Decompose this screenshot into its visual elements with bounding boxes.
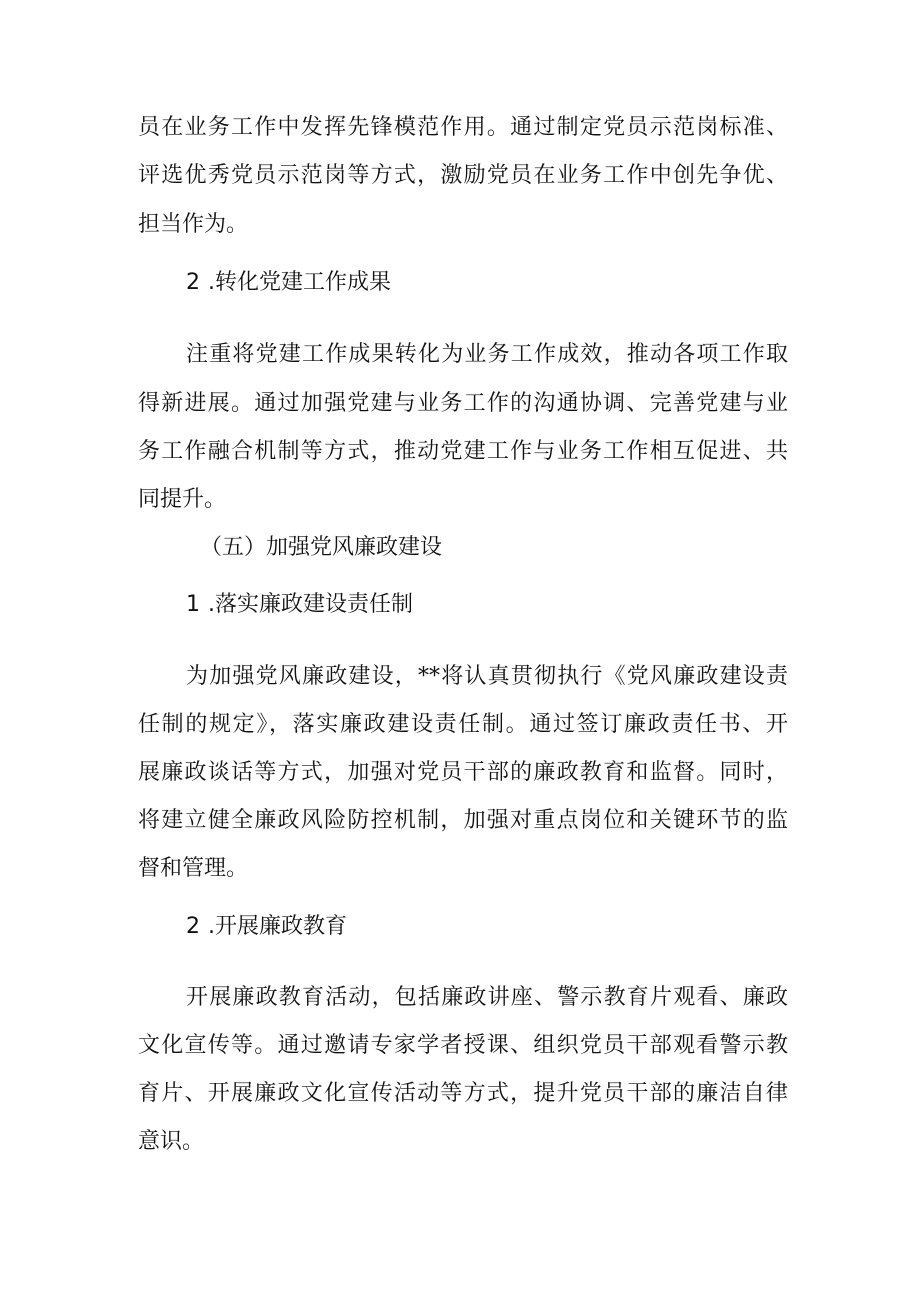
heading-text: .开展廉政教育 xyxy=(208,914,347,939)
heading-number: 1 xyxy=(186,592,200,617)
heading-text: .转化党建工作成果 xyxy=(208,270,391,295)
body-text-line: 展廉政谈话等方式，加强对党员干部的廉政教育和监督。同时， xyxy=(138,760,788,785)
heading-text: .落实廉政建设责任制 xyxy=(208,592,413,617)
body-text-line: 育片、开展廉政文化宣传活动等方式，提升党员干部的廉洁自律 xyxy=(138,1081,788,1106)
heading-number: 2 xyxy=(186,914,200,939)
heading-number: 2 xyxy=(186,270,200,295)
body-text-line: 担当作为。 xyxy=(138,212,249,237)
body-text-line: 员在业务工作中发挥先锋模范作用。通过制定党员示范岗标准、 xyxy=(138,115,788,140)
body-text-line: 文化宣传等。通过邀请专家学者授课、组织党员干部观看警示教 xyxy=(138,1033,788,1058)
subsection-heading xyxy=(186,590,788,620)
body-text-line: 将建立健全廉政风险防控机制，加强对重点岗位和关键环节的监 xyxy=(138,808,788,833)
body-text-line: 注重将党建工作成果转化为业务工作成效，推动各项工作取 xyxy=(186,342,788,367)
body-text-line: 督和管理。 xyxy=(138,856,249,881)
body-text-line: 开展廉政教育活动，包括廉政讲座、警示教育片观看、廉政 xyxy=(186,985,788,1010)
body-text-line: 同提升。 xyxy=(138,487,227,512)
body-text-line: 为加强党风廉政建设，**将认真贯彻执行《党风廉政建设责 xyxy=(186,664,788,689)
subsection-heading xyxy=(186,912,788,942)
body-text-line: 意识。 xyxy=(138,1129,205,1154)
body-text-line: 评选优秀党员示范岗等方式，激励党员在业务工作中创先争优、 xyxy=(138,163,788,188)
subsection-heading xyxy=(186,268,788,298)
section-heading: （五）加强党风廉政建设 xyxy=(200,535,443,560)
body-text-line: 任制的规定》，落实廉政建设责任制。通过签订廉政责任书、开 xyxy=(138,712,788,737)
body-text-line: 务工作融合机制等方式，推动党建工作与业务工作相互促进、共 xyxy=(138,439,788,464)
body-text-line: 得新进展。通过加强党建与业务工作的沟通协调、完善党建与业 xyxy=(138,391,788,416)
